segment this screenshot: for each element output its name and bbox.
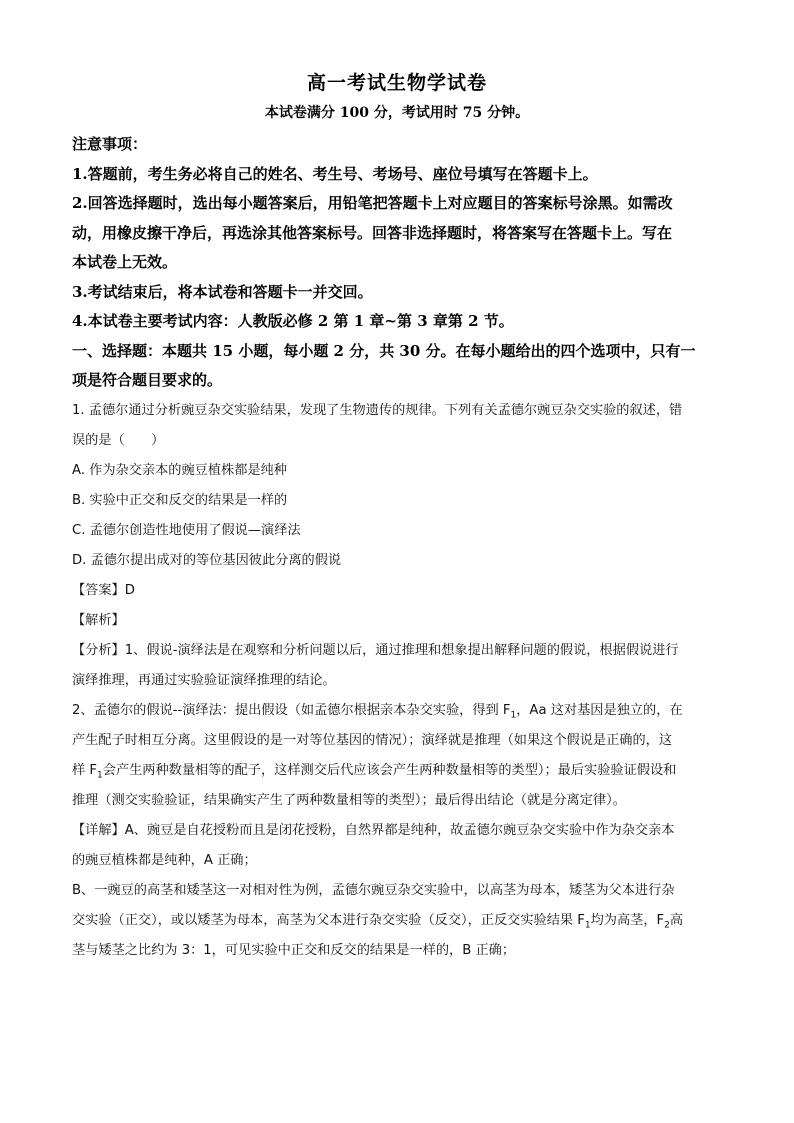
page-title: 高一考试生物学试卷 <box>306 72 487 94</box>
text-span: 均为高茎，F <box>590 912 665 928</box>
analysis-line: 演绎推理，再通过实验验证演绎推理的结论。 <box>72 672 336 688</box>
text-span: ，Aa 这对基因是独立的，在 <box>516 702 683 718</box>
exam-page <box>72 70 722 966</box>
detail-line: 茎与矮茎之比约为 3：1，可见实验中正交和反交的结果是一样的，B 正确； <box>72 942 516 958</box>
analysis-line: 产生配子时相互分离。这里假设的是一对等位基因的情况）；演绎就是推理（如果这个假说是正确的，这 <box>72 732 673 748</box>
question-stem: 误的是（ ） <box>72 432 165 448</box>
text-span: 交实验（正交），或以矮茎为母本，高茎为父本进行杂交实验（反交），正反交实验结果 F <box>72 912 585 928</box>
detail-line: 【详解】A、豌豆是自花授粉而且是闭花授粉，自然界都是纯种，故孟德尔豌豆杂交实验中作为杂交亲本 <box>72 822 675 838</box>
subscript: 1 <box>584 920 591 931</box>
option-b: B. 实验中正交和反交的结果是一样的 <box>72 492 288 508</box>
note-line: 1.答题前，考生务必将自己的姓名、考生号、考场号、座位号填写在答题卡上。 <box>72 164 598 183</box>
text-span: 高 <box>669 912 684 928</box>
note-line: 动，用橡皮擦干净后，再选涂其他答案标号。回答非选择题时，将答案写在答题卡上。写在 <box>72 223 673 242</box>
analysis-line: 推理（测交实验验证，结果确实产生了两种数量相等的类型）；最后得出结论（就是分离定律）。 <box>72 792 626 808</box>
text-span: 2、孟德尔的假说--演绎法：提出假设（如孟德尔根据亲本杂交实验，得到 F <box>72 702 511 718</box>
subscript: 1 <box>510 710 517 721</box>
detail-line: B、一豌豆的高茎和矮茎这一对相对性为例，孟德尔豌豆杂交实验中，以高茎为母本，矮茎为父本进行杂 <box>72 882 675 898</box>
analysis-line <box>72 696 722 726</box>
note-line: 本试卷上无效。 <box>72 253 178 271</box>
section-heading: 一、选择题：本题共 15 小题，每小题 2 分，共 30 分。在每小题给出的四个选项中，只有一 <box>72 341 696 360</box>
note-line: 4.本试卷主要考试内容：人教版必修 2 第 1 章~第 3 章第 2 节。 <box>72 312 514 330</box>
analysis-line <box>72 756 722 786</box>
option-a: A. 作为杂交亲本的豌豆植株都是纯种 <box>72 462 287 478</box>
exam-subtitle: 本试卷满分 100 分，考试用时 75 分钟。 <box>264 105 530 121</box>
detail-line <box>72 906 722 936</box>
subscript: 1 <box>96 770 103 781</box>
detail-line: 的豌豆植株都是纯种，A 正确； <box>72 852 257 868</box>
text-span: 样 F <box>72 762 97 778</box>
option-c: C. 孟德尔创造性地使用了假说—演绎法 <box>72 522 301 538</box>
option-d: D. 孟德尔提出成对的等位基因彼此分离的假说 <box>72 552 342 568</box>
analysis-line: 【分析】1、假说-演绎法是在观察和分析问题以后，通过推理和想象提出解释问题的假说，根据假说进行 <box>72 642 679 658</box>
note-line: 3.考试结束后，将本试卷和答题卡一并交回。 <box>72 282 373 301</box>
notes-heading: 注意事项： <box>72 135 148 153</box>
question-stem: 1. 孟德尔通过分析豌豆杂交实验结果，发现了生物遗传的规律。下列有关孟德尔豌豆杂交实验的叙述，错 <box>72 402 683 418</box>
text-span: 会产生两种数量相等的配子，这样测交后代应该会产生两种数量相等的类型）；最后实验验证假设和 <box>102 762 677 778</box>
analysis-label: 【解析】 <box>72 612 125 628</box>
subscript: 2 <box>664 920 670 931</box>
section-heading: 项是符合题目要求的。 <box>72 371 223 389</box>
note-line: 2.回答选择题时，选出每小题答案后，用铅笔把答题卡上对应题目的答案标号涂黑。如需改 <box>72 194 673 212</box>
answer-line: 【答案】D <box>72 582 135 598</box>
